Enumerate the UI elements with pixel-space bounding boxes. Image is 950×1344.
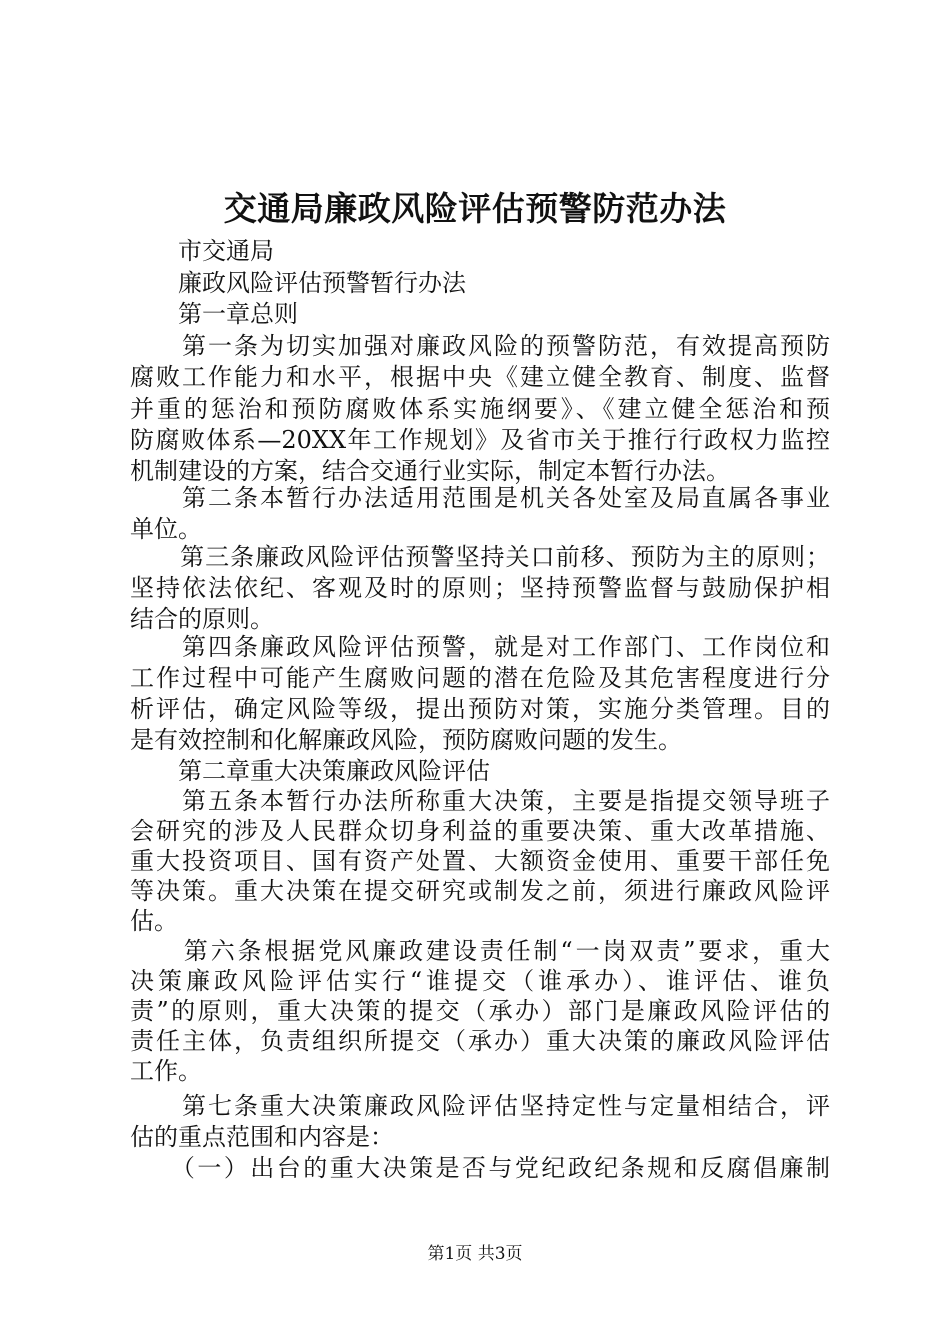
text-line: 第六条根据党风廉政建设责任制“一岗双责”要求，重大: [130, 937, 830, 965]
text-line: 坚持依法依纪、客观及时的原则；坚持预警监督与鼓励保护相: [130, 574, 830, 602]
text-line: 市交通局: [130, 237, 274, 265]
text-line: 腐败工作能力和水平，根据中央《建立健全教育、制度、监督: [130, 363, 830, 391]
text-line: 结合的原则。: [130, 605, 274, 633]
text-line: 防腐败体系—20XX年工作规划》及省市关于推行行政权力监控: [130, 426, 830, 454]
text-line: 重大投资项目、国有资产处置、大额资金使用、重要干部任免: [130, 847, 830, 875]
text-line: 机制建设的方案，结合交通行业实际，制定本暂行办法。: [130, 457, 730, 485]
page-title: 交通局廉政风险评估预警防范办法: [223, 189, 727, 228]
text-line: 第七条重大决策廉政风险评估坚持定性与定量相结合，评: [130, 1092, 830, 1120]
text-line: 单位。: [130, 515, 202, 543]
text-line: 估。: [130, 907, 178, 935]
text-line: 第五条本暂行办法所称重大决策，主要是指提交领导班子: [130, 787, 830, 815]
text-line: （一）出台的重大决策是否与党纪政纪条规和反腐倡廉制: [130, 1154, 830, 1182]
text-line: 责”的原则，重大决策的提交（承办）部门是廉政风险评估的: [130, 997, 830, 1025]
text-line: 析评估，确定风险等级，提出预防对策，实施分类管理。目的: [130, 695, 830, 723]
text-line: 估的重点范围和内容是：: [130, 1123, 394, 1151]
page-footer: 第1页 共3页: [427, 1244, 523, 1264]
text-line: 并重的惩治和预防腐败体系实施纲要》、《建立健全惩治和预: [130, 395, 830, 423]
text-line: 会研究的涉及人民群众切身利益的重要决策、重大改革措施、: [130, 817, 830, 845]
text-line: 第三条廉政风险评估预警坚持关口前移、预防为主的原则；: [130, 543, 830, 571]
text-line: 工作。: [130, 1057, 202, 1085]
text-line: 第一条为切实加强对廉政风险的预警防范，有效提高预防: [130, 332, 830, 360]
text-line: 工作过程中可能产生腐败问题的潜在危险及其危害程度进行分: [130, 664, 830, 692]
text-line: 廉政风险评估预警暂行办法: [130, 269, 466, 297]
text-line: 责任主体，负责组织所提交（承办）重大决策的廉政风险评估: [130, 1027, 830, 1055]
text-line: 第四条廉政风险评估预警，就是对工作部门、工作岗位和: [130, 633, 830, 661]
text-line: 决策廉政风险评估实行“谁提交（谁承办）、谁评估、谁负: [130, 967, 830, 995]
text-line: 第一章总则: [130, 300, 298, 328]
text-line: 第二条本暂行办法适用范围是机关各处室及局直属各事业: [130, 484, 830, 512]
text-line: 等决策。重大决策在提交研究或制发之前，须进行廉政风险评: [130, 877, 830, 905]
text-line: 是有效控制和化解廉政风险，预防腐败问题的发生。: [130, 726, 682, 754]
text-line: 第二章重大决策廉政风险评估: [130, 757, 490, 785]
